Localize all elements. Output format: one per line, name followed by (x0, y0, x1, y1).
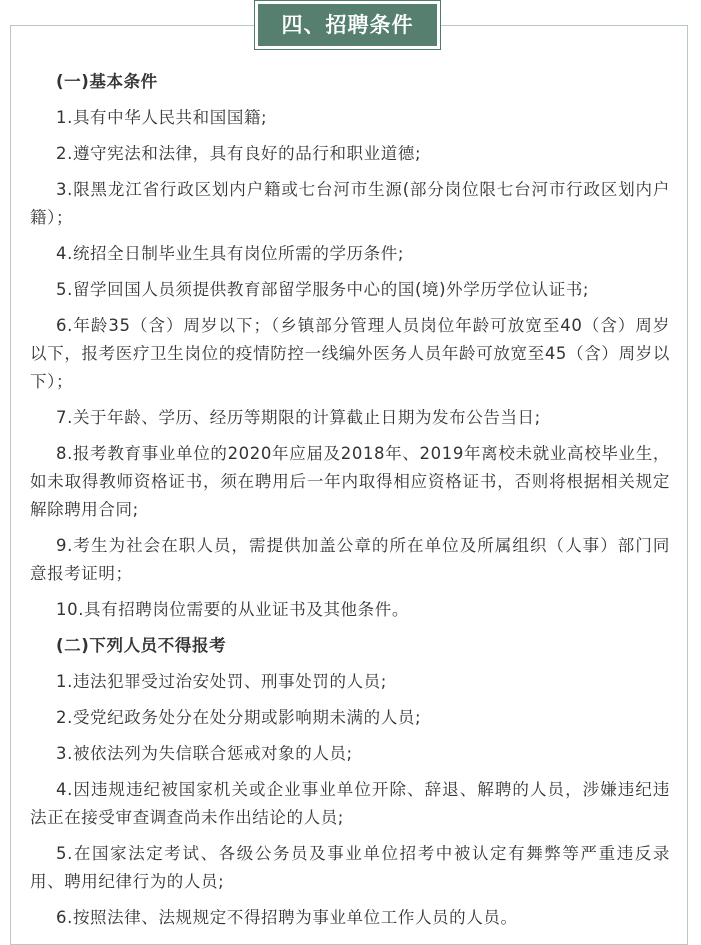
basic-condition-10: 10.具有招聘岗位需要的从业证书及其他条件。 (56, 600, 409, 619)
basic-condition-5: 5.留学回国人员须提供教育部留学服务中心的国(境)外学历学位认证书; (56, 280, 590, 299)
excluded-condition-4: 4.因违规违纪被国家机关或企业事业单位开除、辞退、解聘的人员，涉嫌违纪违法正在接受审查调查尚未作出结论的人员; (30, 780, 670, 827)
excluded-condition-3: 3.被依法列为失信联合惩戒对象的人员; (56, 744, 353, 763)
subsection-heading-excluded: (二)下列人员不得报考 (56, 636, 227, 655)
section-title-badge (254, 0, 441, 50)
basic-condition-7: 7.关于年龄、学历、经历等期限的计算截止日期为发布公告当日; (56, 408, 541, 427)
basic-condition-6: 6.年龄35（含）周岁以下；（乡镇部分管理人员岗位年龄可放宽至40（含）周岁以下，报考医疗卫生岗位的疫情防控一线编外医务人员年龄可放宽至45（含）周岁以下）； (30, 316, 670, 391)
subsection-heading-basic: (一)基本条件 (56, 72, 158, 91)
basic-condition-8: 8.报考教育事业单位的2020年应届及2018年、2019年离校未就业高校毕业生，如未取得教师资格证书，须在聘用后一年内取得相应资格证书，否则将根据相关规定解除聘用合同; (30, 444, 670, 519)
basic-condition-9: 9.考生为社会在职人员，需提供加盖公章的所在单位及所属组织（人事）部门同意报考证明； (30, 536, 670, 583)
basic-condition-4: 4.统招全日制毕业生具有岗位所需的学历条件; (56, 244, 405, 263)
article-body (30, 68, 670, 940)
excluded-condition-5: 5.在国家法定考试、各级公务员及事业单位招考中被认定有舞弊等严重违反录用、聘用纪律行为的人员; (30, 844, 670, 891)
excluded-condition-2: 2.受党纪政务处分在处分期或影响期未满的人员; (56, 708, 422, 727)
excluded-condition-1: 1.违法犯罪受过治安处罚、刑事处罚的人员; (56, 672, 387, 691)
section-title: 四、招聘条件 (258, 4, 437, 46)
basic-condition-2: 2.遵守宪法和法律，具有良好的品行和职业道德; (56, 144, 422, 163)
basic-condition-3: 3.限黑龙江省行政区划内户籍或七台河市生源(部分岗位限七台河市行政区划内户籍）； (30, 180, 670, 227)
basic-condition-1: 1.具有中华人民共和国国籍; (56, 108, 268, 127)
excluded-condition-6: 6.按照法律、法规规定不得招聘为事业单位工作人员的人员。 (56, 908, 518, 927)
